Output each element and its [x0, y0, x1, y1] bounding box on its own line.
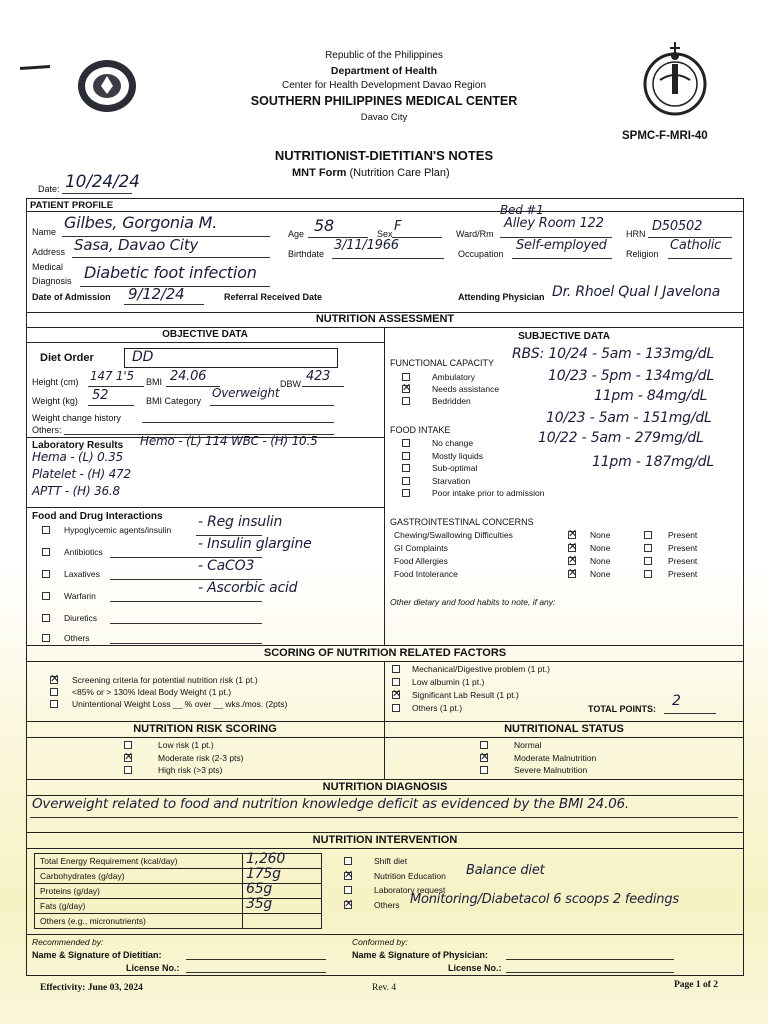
fdi-item-label: Laxatives: [64, 569, 100, 579]
functional-checkbox[interactable]: [402, 385, 410, 393]
objective-others-label: Others:: [32, 425, 62, 435]
gi-concerns-label: GASTROINTESTINAL CONCERNS: [390, 517, 534, 527]
status-item-label: Normal: [514, 740, 542, 750]
table-col-divider: [242, 853, 243, 929]
scoring-item-label: Others (1 pt.): [412, 703, 463, 713]
gi-none-checkbox[interactable]: [568, 570, 576, 578]
fdi-item-label: Warfarin: [64, 591, 96, 601]
height-value: 147 1'5: [90, 369, 134, 383]
diagnosis-value: Diabetic foot infection: [84, 263, 257, 282]
weight-value: 52: [92, 388, 109, 403]
hrn-label: HRN: [626, 229, 646, 239]
scoring-checkbox[interactable]: [50, 700, 58, 708]
form-code: SPMC-F-MRI-40: [622, 130, 708, 142]
intervention-row-label: Total Energy Requirement (kcal/day): [40, 856, 178, 866]
table-divider: [34, 913, 322, 914]
fdi-checkbox[interactable]: [42, 526, 50, 534]
functional-item-label: Needs assistance: [432, 384, 500, 394]
scoring-item-label: Screening criteria for potential nutrition risk (1 pt.): [72, 675, 258, 685]
food-intake-checkbox[interactable]: [402, 452, 410, 460]
food-intake-checkbox[interactable]: [402, 489, 410, 497]
rbs-line: 11pm - 187mg/dL: [592, 454, 714, 470]
risk-item-label: Moderate risk (2-3 pts): [158, 752, 244, 763]
bed-number: Bed #1: [500, 203, 544, 217]
fdi-checkbox[interactable]: [42, 570, 50, 578]
gi-present-label: Present: [668, 530, 698, 540]
header-city: Davao City: [360, 112, 408, 123]
gi-present-label: Present: [668, 543, 698, 553]
intervention-item-value: Monitoring/Diabetacol 6 scoops 2 feedings: [410, 891, 679, 907]
scoring-item-label: <85% or > 130% Ideal Body Weight (1 pt.): [72, 687, 232, 697]
age-label: Age: [288, 229, 305, 239]
religion-value: Catholic: [670, 238, 722, 253]
total-points-value: 2: [672, 693, 681, 709]
diet-order-label: Diet Order: [40, 352, 94, 364]
lab-line-2: Hema - (L) 0.35: [32, 450, 123, 464]
rbs-line: 10/23 - 5pm - 134mg/dL: [548, 368, 714, 384]
address-value: Sasa, Davao City: [74, 236, 199, 254]
lab-results-label: Laboratory Results: [32, 440, 124, 451]
bmi-category-label: BMI Category: [146, 396, 202, 406]
form-subtitle: [292, 167, 450, 179]
status-item-label: Severe Malnutrition: [514, 765, 588, 775]
intervention-row-label: Proteins (g/day): [40, 886, 100, 896]
date-value: 10/24/24: [65, 172, 140, 192]
header-center: Center for Health Development Davao Region: [282, 80, 486, 91]
intervention-row-value: 1,260: [246, 851, 286, 867]
intervention-row-value: 35g: [246, 896, 273, 912]
admission-value: 9/12/24: [128, 285, 185, 303]
food-intake-item-label: No change: [432, 438, 474, 448]
intervention-item-label: Nutrition Education: [374, 870, 446, 881]
intervention-row-label: Carbohydrates (g/day): [40, 871, 125, 881]
lab-line-3: Platelet - (H) 472: [32, 467, 131, 481]
rbs-line: 11pm - 84mg/dL: [594, 388, 708, 404]
dbw-value: 423: [306, 369, 331, 384]
scoring-item-label: Unintentional Weight Loss __ % over __ wks./mos. (2pts): [72, 699, 288, 709]
gi-none-label: None: [590, 543, 611, 553]
subtitle-normal: (Nutrition Care Plan): [349, 167, 450, 179]
fdi-item-label: Antibiotics: [64, 547, 103, 557]
fdi-checkbox[interactable]: [42, 634, 50, 642]
header-republic: Republic of the Philippines: [325, 50, 443, 61]
gi-present-checkbox[interactable]: [644, 544, 652, 552]
footer-page: Page 1 of 2: [674, 980, 719, 990]
gi-none-label: None: [590, 530, 611, 540]
diagnosis-title: NUTRITION DIAGNOSIS: [322, 781, 448, 793]
fdi-label: Food and Drug Interactions: [32, 511, 163, 522]
status-item-label: Moderate Malnutrition: [514, 752, 597, 763]
lab-line-4: APTT - (H) 36.8: [32, 484, 120, 498]
lab-line-1: Hemo - (L) 114 WBC - (H) 10.5: [140, 434, 318, 448]
conformed-label: Conformed by:: [352, 937, 408, 947]
fdi-underline: [110, 643, 262, 644]
status-title: NUTRITIONAL STATUS: [504, 723, 624, 735]
table-divider: [34, 898, 322, 899]
gi-none-label: None: [590, 556, 611, 566]
gi-none-checkbox[interactable]: [568, 544, 576, 552]
recommended-label: Recommended by:: [32, 937, 104, 947]
hrn-value: D50502: [652, 219, 703, 234]
intervention-checkbox[interactable]: [344, 857, 352, 865]
functional-checkbox[interactable]: [402, 397, 410, 405]
scoring-checkbox[interactable]: [392, 665, 400, 673]
total-points-label: TOTAL POINTS:: [588, 704, 657, 714]
referral-label: Referral Received Date: [224, 292, 323, 302]
rbs-line: 10/22 - 5am - 279mg/dL: [538, 430, 704, 446]
birthdate-value: 3/11/1966: [334, 238, 399, 253]
scoring-checkbox[interactable]: [50, 688, 58, 696]
occupation-label: Occupation: [458, 249, 504, 259]
functional-checkbox[interactable]: [402, 373, 410, 381]
fdi-item-value: - CaCO3: [198, 558, 255, 574]
status-checkbox[interactable]: [480, 741, 488, 749]
occupation-value: Self-employed: [516, 238, 607, 253]
food-intake-checkbox[interactable]: [402, 477, 410, 485]
scoring-checkbox[interactable]: [392, 691, 400, 699]
medical-label: Medical: [32, 262, 64, 272]
footer-rev: Rev. 4: [372, 983, 397, 993]
height-label: Height (cm): [32, 377, 79, 387]
intervention-row-value: 65g: [246, 881, 273, 897]
rbs-line: 10/23 - 5am - 151mg/dL: [546, 410, 712, 426]
physician-sign-label: Name & Signature of Physician:: [352, 950, 489, 960]
risk-checkbox[interactable]: [124, 754, 132, 762]
table-divider: [34, 883, 322, 884]
subjective-title: SUBJECTIVE DATA: [518, 331, 610, 342]
rbs-line: RBS: 10/24 - 5am - 133mg/dL: [512, 346, 715, 362]
intervention-item-value: Balance diet: [466, 862, 545, 878]
dbw-label: DBW: [280, 379, 301, 389]
gi-present-label: Present: [668, 556, 698, 566]
bmi-value: 24.06: [170, 369, 207, 384]
religion-label: Religion: [626, 249, 659, 259]
ward-label: Ward/Rm: [456, 229, 494, 239]
header-hospital: SOUTHERN PHILIPPINES MEDICAL CENTER: [250, 94, 518, 108]
fdi-underline: [110, 623, 262, 624]
intervention-row-label: Others (e.g., micronutrients): [40, 916, 146, 926]
physician-value: Dr. Rhoel Qual I Javelona: [552, 284, 721, 300]
functional-item-label: Bedridden: [432, 396, 471, 406]
functional-item-label: Ambulatory: [432, 372, 475, 382]
scoring-item-label: Significant Lab Result (1 pt.): [412, 690, 519, 700]
gi-present-checkbox[interactable]: [644, 570, 652, 578]
ward-value: Alley Room 122: [504, 216, 604, 231]
gi-none-checkbox[interactable]: [568, 557, 576, 565]
status-checkbox[interactable]: [480, 766, 488, 774]
gi-item-label: Food Allergies: [394, 556, 448, 566]
subtitle-bold: MNT Form: [292, 167, 347, 179]
patient-profile-title: PATIENT PROFILE: [30, 200, 114, 211]
bmi-label: BMI: [146, 377, 163, 387]
intervention-item-label: Shift diet: [374, 856, 408, 866]
fdi-checkbox[interactable]: [42, 548, 50, 556]
sex-value: F: [394, 219, 402, 234]
physician-label: Attending Physician: [458, 292, 545, 302]
birthdate-label: Birthdate: [288, 249, 325, 259]
gi-item-label: Food Intolerance: [394, 569, 458, 579]
age-value: 58: [314, 216, 334, 235]
intervention-row-value: 175g: [246, 866, 281, 882]
risk-checkbox[interactable]: [124, 741, 132, 749]
date-label: Date:: [38, 184, 60, 194]
risk-checkbox[interactable]: [124, 766, 132, 774]
food-intake-item-label: Starvation: [432, 475, 471, 486]
intervention-row-label: Fats (g/day): [40, 901, 86, 911]
food-intake-item-label: Sub-optimal: [432, 463, 478, 473]
form-title: NUTRITIONIST-DIETITIAN'S NOTES: [274, 148, 494, 163]
food-intake-item-label: Poor intake prior to admission: [432, 488, 545, 498]
footer-effectivity: Effectivity: June 03, 2024: [40, 983, 143, 993]
fdi-item-label: Diuretics: [64, 613, 98, 623]
fdi-underline: [110, 601, 262, 602]
diet-order-value: DD: [132, 349, 154, 365]
gi-none-checkbox[interactable]: [568, 531, 576, 539]
diagnosis-label: Diagnosis: [32, 276, 72, 286]
scoring-checkbox[interactable]: [392, 704, 400, 712]
scoring-checkbox[interactable]: [392, 678, 400, 686]
objective-title: OBJECTIVE DATA: [162, 329, 248, 340]
patient-name: Gilbes, Gorgonia M.: [64, 213, 218, 232]
food-intake-checkbox[interactable]: [402, 439, 410, 447]
bmi-category-value: Overweight: [212, 386, 280, 400]
scoring-title: SCORING OF NUTRITION RELATED FACTORS: [263, 647, 507, 659]
diagnosis-text: Overweight related to food and nutrition knowledge deficit as evidenced by the BMI 24.06.: [32, 796, 630, 812]
other-habits-label: Other dietary and food habits to note, if any:: [390, 597, 556, 607]
fdi-checkbox[interactable]: [42, 592, 50, 600]
fdi-item-label: Hypoglycemic agents/insulin: [64, 525, 172, 535]
food-intake-label: FOOD INTAKE: [390, 425, 451, 435]
gi-present-checkbox[interactable]: [644, 557, 652, 565]
fdi-item-label: Others: [64, 633, 90, 643]
admission-label: Date of Admission: [32, 292, 111, 302]
intervention-checkbox[interactable]: [344, 872, 352, 880]
weight-label: Weight (kg): [32, 396, 78, 406]
risk-title: NUTRITION RISK SCORING: [133, 723, 277, 735]
scoring-checkbox[interactable]: [50, 676, 58, 684]
gi-item-label: GI Complaints: [394, 543, 448, 553]
fdi-item-value: - Reg insulin: [198, 514, 283, 530]
dietitian-license-label: License No.:: [126, 963, 180, 973]
dietitian-sign-label: Name & Signature of Dietitian:: [32, 950, 162, 960]
address-label: Address: [32, 247, 66, 257]
fdi-item-value: - Ascorbic acid: [198, 580, 298, 596]
gi-present-checkbox[interactable]: [644, 531, 652, 539]
intervention-item-label: Laboratory request: [374, 885, 446, 895]
fdi-item-value: - Insulin glargine: [198, 536, 312, 552]
diet-order-box: [124, 348, 338, 368]
header-department: Department of Health: [330, 65, 438, 77]
scoring-item-label: Mechanical/Digestive problem (1 pt.): [412, 664, 550, 674]
intervention-checkbox[interactable]: [344, 886, 352, 894]
weight-history-label: Weight change history: [32, 413, 121, 423]
risk-item-label: Low risk (1 pt.): [158, 740, 214, 750]
intervention-item-label: Others: [374, 899, 400, 910]
fdi-checkbox[interactable]: [42, 614, 50, 622]
intervention-checkbox[interactable]: [344, 901, 352, 909]
gi-present-label: Present: [668, 569, 698, 579]
functional-capacity-label: FUNCTIONAL CAPACITY: [390, 358, 495, 368]
physician-license-label: License No.:: [448, 963, 502, 973]
scoring-item-label: Low albumin (1 pt.): [412, 677, 485, 687]
name-label: Name: [32, 227, 57, 237]
status-checkbox[interactable]: [480, 754, 488, 762]
risk-item-label: High risk (>3 pts): [158, 765, 223, 775]
intervention-title: NUTRITION INTERVENTION: [312, 834, 458, 846]
gi-item-label: Chewing/Swallowing Difficulties: [394, 530, 513, 540]
food-intake-item-label: Mostly liquids: [432, 450, 484, 461]
assessment-title: NUTRITION ASSESSMENT: [315, 313, 455, 325]
gi-none-label: None: [590, 569, 611, 579]
sex-label: Sex: [377, 229, 393, 239]
food-intake-checkbox[interactable]: [402, 464, 410, 472]
